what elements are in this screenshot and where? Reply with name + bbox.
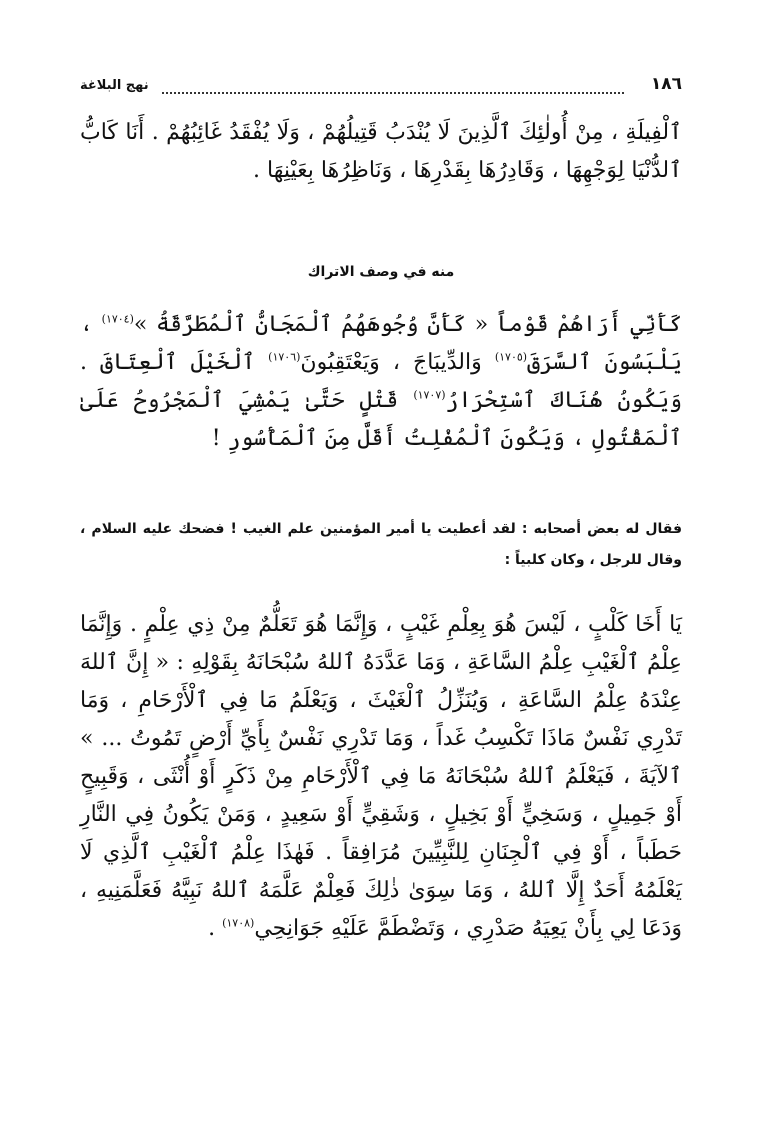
text-segment: وَالدِّيبَاجَ ، وَيَعْتَقِبُونَ	[300, 350, 482, 375]
section-heading	[80, 264, 682, 280]
text-segment: كَأَنِّي أَرَاهُمْ قَوْماً « كَأَنَّ وُجُوهَهُمُ ٱلْمَجَانُّ ٱلْمُطَرَّقَةُ »	[133, 312, 682, 337]
footnote-ref: (١٧٠٦)	[268, 350, 301, 364]
paragraph-opening	[80, 114, 682, 190]
section-heading-text: منه في وصف الاتراك	[307, 264, 455, 280]
paragraph-turks	[80, 306, 682, 458]
paragraph-opening-text: ٱلْفِيلَةِ ، مِنْ أُولٰئِكَ ٱلَّذِينَ لَا يُنْدَبُ قَتِيلُهُمْ ، وَلَا يُفْقَدُ غَائِبُهُمْ . أَنَا كَابُّ ٱلدُّنْيَا لِوَجْهِهَا ، وَقَادِرُهَا بِقَدْرِهَا ، وَنَاظِرُهَا بِعَيْنِهَا .	[80, 120, 682, 183]
footnote-ref: (١٧٠٥)	[494, 350, 528, 364]
footnote-ref: (١٧٠٧)	[413, 388, 446, 402]
header-dotted-rule	[162, 92, 624, 94]
text-segment: ٱلْخَيْلَ ٱلْعِتَاقَ . وَيَكُونُ هُنَاكَ ٱسْتِحْرَارُ	[80, 350, 682, 413]
text-segment: .	[208, 916, 216, 941]
page-header	[80, 76, 682, 102]
narration-paragraph	[80, 514, 682, 576]
footnote-ref: (١٧٠٨)	[222, 916, 255, 930]
text-segment: قَتْلٍ حَتَّىٰ يَمْشِيَ ٱلْمَجْرُوحُ عَلَىٰ ٱلْمَقْتُولِ ، وَيَكُونَ ٱلْمُفْلِتُ أَقَلَّ مِنَ ٱلْمَأْسُورِ !	[80, 388, 682, 451]
text-segment: يَا أَخَا كَلْبٍ ، لَيْسَ هُوَ بِعِلْمِ غَيْبٍ ، وَإِنَّمَا هُوَ تَعَلُّمٌ مِنْ ذِي عِلْمٍ . وَإِنَّمَا عِلْمُ ٱلْغَيْبِ عِلْمُ السَّاعَةِ ، وَمَا عَدَّدَهُ ٱللهُ سُبْحَانَهُ بِقَوْلِهِ : « إِنَّ ٱللهَ عِنْدَهُ عِلْمُ السَّاعَةِ ، وَيُنَزِّلُ ٱلْغَيْثَ ، وَيَعْلَمُ مَا فِي ٱلْأَرْحَامِ ، وَمَا تَدْرِي نَفْسٌ مَاذَا تَكْسِبُ غَداً ، وَمَا تَدْرِي نَفْسٌ بِأَيِّ أَرْضٍ تَمُوتُ ... » ٱلآيَةَ ، فَيَعْلَمُ ٱللهُ سُبْحَانَهُ مَا فِي ٱلْأَرْحَامِ مِنْ ذَكَرٍ أَوْ أُنْثَى ، وَقَبِيحٍ أَوْ جَمِيلٍ ، وَسَخِيٍّ أَوْ بَخِيلٍ ، وَشَقِيٍّ أَوْ سَعِيدٍ ، وَمَنْ يَكُونُ فِي النَّارِ حَطَباً ، أَوْ فِي ٱلْجِنَانِ لِلنَّبِيِّينَ مُرَافِقاً . فَهٰذَا عِلْمُ ٱلْغَيْبِ ٱلَّذِي لَا يَعْلَمُهُ أَحَدٌ إِلَّا ٱللهُ ، وَمَا سِوَىٰ ذٰلِكَ فَعِلْمٌ عَلَّمَهُ ٱللهُ نَبِيَّهُ فَعَلَّمَنِيهِ ، وَدَعَا لِي بِأَنْ يَعِيَهُ صَدْرِي ، وَتَضْطَمَّ عَلَيْهِ جَوَانِحِي	[80, 612, 682, 941]
narration-text: فقال له بعض أصحابه : لقد أعطيت يا أمير المؤمنين علم الغيب ! فضحك عليه السلام ، وقال للرجل ، وكان كلبياً :	[80, 521, 682, 568]
footnote-ref: (١٧٠٤)	[101, 312, 134, 326]
page-number: ١٨٦	[650, 74, 682, 94]
running-title: نهج البلاغة	[80, 78, 149, 93]
text-segment: ، يَلْبَسُونَ ٱلسَّرَقَ	[80, 312, 682, 375]
paragraph-unseen-knowledge	[80, 606, 682, 948]
